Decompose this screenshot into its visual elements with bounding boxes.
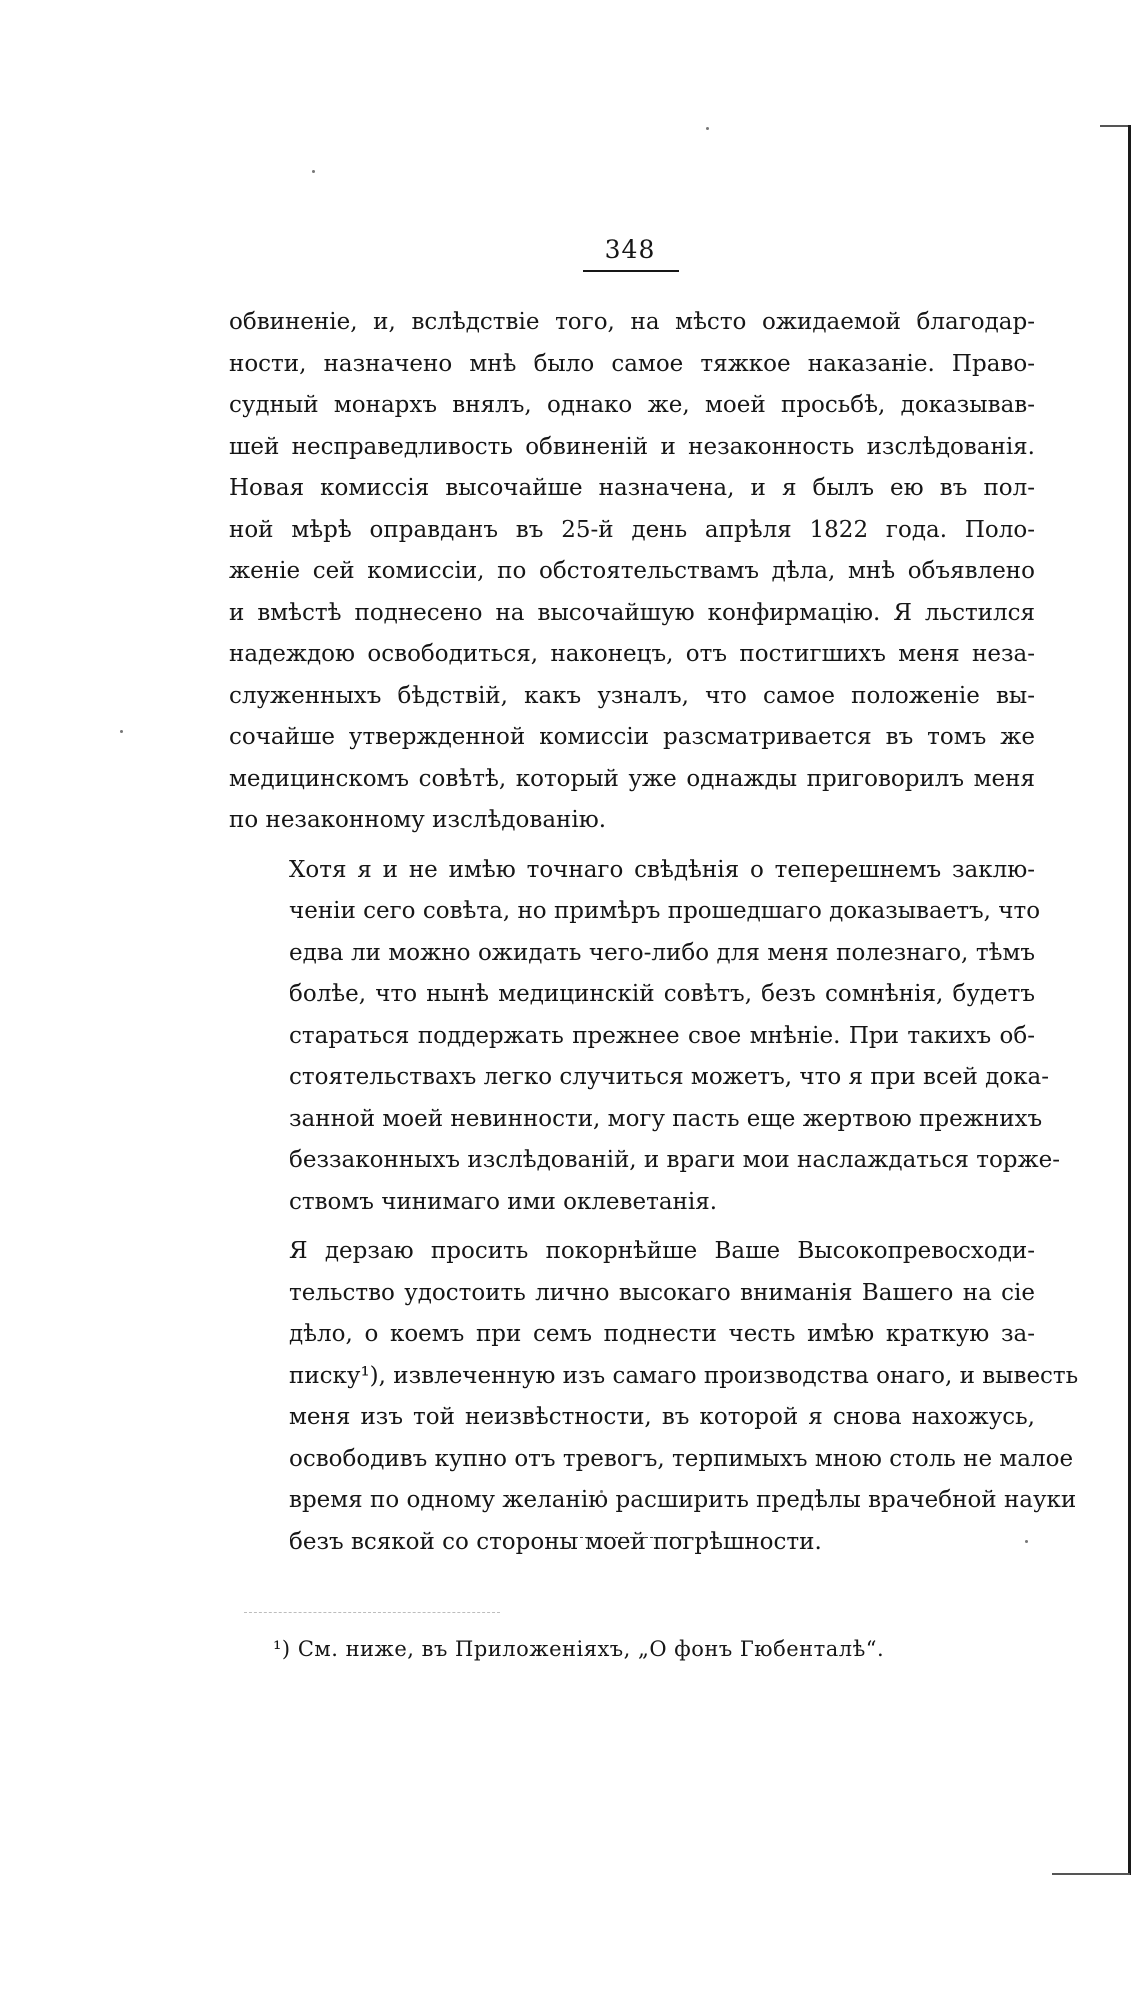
text-line: ной мѣрѣ оправданъ въ 25-й день апрѣля 1822 года. Поло- [229,516,1035,543]
binding-edge-top-line [1100,125,1130,127]
text-line: безъ всякой со стороны моей погрѣшности. [289,1528,822,1555]
footnote-rule [244,1612,500,1613]
text-line: стараться поддержать прежнее свое мнѣніе. При такихъ об- [289,1022,1035,1049]
page-number: 348 [604,235,656,264]
text-line: едва ли можно ожидать чего-либо для меня полезнаго, тѣмъ [289,939,1035,966]
footnote-text: См. ниже, въ Приложеніяхъ, „О фонъ Гюбенталѣ“. [297,1637,885,1661]
paragraph-1 [229,302,1035,842]
text-line: надеждою освободиться, наконецъ, отъ постигшихъ меня неза- [229,641,1035,667]
text-line: женіе сей комиссіи, по обстоятельствамъ дѣла, мнѣ объявлено [229,558,1035,584]
body-text [229,302,1079,1563]
scan-speck [120,730,123,733]
text-line: беззаконныхъ изслѣдованій, и враги мои наслаждаться торже- [289,1147,1061,1173]
text-line: сочайше утвержденной комиссіи разсматривается въ томъ же [229,724,1035,750]
text-line: Новая комиссія высочайше назначена, и я былъ ею въ пол- [229,475,1035,501]
text-line: меня изъ той неизвѣстности, въ которой я снова нахожусь, [289,1404,1035,1430]
scan-speck [706,127,709,130]
text-line: ности, назначено мнѣ было самое тяжкое наказаніе. Право- [229,350,1035,377]
footnote [273,1637,993,1661]
text-line: ствомъ чинимаго ими оклеветанія. [289,1188,718,1215]
text-line: шей несправедливость обвиненій и незаконность изслѣдованія. [229,433,1035,460]
text-line: освободивъ купно отъ тревогъ, терпимыхъ мною столь не малое [289,1445,1074,1472]
text-line: судный монархъ внялъ, однако же, моей просьбѣ, доказывав- [229,392,1035,418]
text-line: тельство удостоить лично высокаго вниманія Вашего на сіе [289,1279,1035,1306]
text-line: ченіи сего совѣта, но примѣръ прошедшаго доказываетъ, что [289,898,1041,924]
text-line: обвиненіе, и, вслѣдствіе того, на мѣсто ожидаемой благодар- [229,309,1035,335]
text-line: занной моей невинности, могу пасть еще жертвою прежнихъ [289,1105,1043,1132]
text-line: служенныхъ бѣдствій, какъ узналъ, что самое положеніе вы- [229,682,1035,709]
footnote-marker: ¹) [273,1637,291,1661]
text-line: Я дерзаю просить покорнѣйше Ваше Высокопревосходи- [289,1238,1035,1264]
text-line: болѣе, что нынѣ медицинскій совѣтъ, безъ сомнѣнія, будетъ [289,981,1035,1007]
paragraph-3 [229,1231,1079,1563]
text-line: Хотя я и не имѣю точнаго свѣдѣнія о теперешнемъ заклю- [289,856,1035,883]
page-number-underline [583,270,679,272]
text-line: медицинскомъ совѣтѣ, который уже однажды приговорилъ меня [229,765,1035,792]
text-line: дѣло, о коемъ при семъ поднести честь имѣю краткую за- [289,1321,1035,1347]
binding-edge-line [1128,125,1131,1875]
text-line: по незаконному изслѣдованію. [229,807,607,833]
binding-edge-bottom-line [1052,1873,1130,1875]
text-line: писку¹), извлеченную изъ самаго производства онаго, и вывесть [289,1362,1079,1389]
section-separator [570,1537,698,1538]
text-line: и вмѣстѣ поднесено на высочайшую конфирмацію. Я льстился [229,599,1035,626]
text-line: стоятельствахъ легко случиться можетъ, что я при всей дока- [289,1064,1049,1090]
scan-speck [312,170,315,173]
text-line: время по одному желанію расширить предѣлы врачебной науки [289,1487,1077,1513]
paragraph-2 [229,850,1061,1224]
